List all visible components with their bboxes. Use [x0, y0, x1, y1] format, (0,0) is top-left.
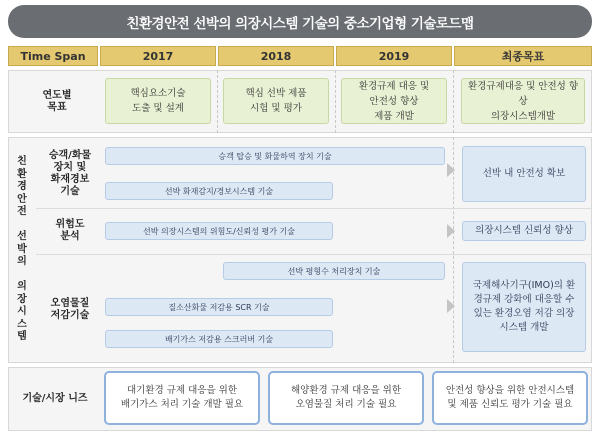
goal-2019: 환경규제 대응 및 안전성 향상 제품 개발: [341, 78, 447, 124]
need-safety: 안전성 향상을 위한 안전시스템 및 제품 신뢰도 평가 기술 필요: [432, 371, 588, 425]
pollution-final-goal: 국제해사기구(IMO)의 환 경규제 강화에 대응할 수 있는 환경오염 저감 의장 시스템 개발: [462, 262, 586, 352]
loading-bar: 승객 탑승 및 화물하역 장치 기술: [105, 147, 445, 165]
arrow-right-icon: [447, 299, 455, 313]
need-exhaust-gas: 대기환경 규제 대응을 위한 배기가스 처리 기술 개발 필요: [104, 371, 260, 425]
row-divider: [36, 254, 592, 255]
scrubber-bar: 배기가스 저감용 스크러버 기술: [105, 330, 333, 348]
goal-2018: 핵심 선박 제품 시험 및 평가: [223, 78, 329, 124]
page-title: 친환경안전 선박의 의장시스템 기술의 중소기업형 기술로드맵: [8, 5, 592, 38]
risk-bar: 선박 의장시스템의 위험도/신뢰성 평가 기술: [105, 222, 333, 240]
header-2017: 2017: [100, 46, 216, 66]
pollution-label: 오염물질 저감기술: [50, 298, 90, 321]
arrow-right-icon: [447, 224, 455, 238]
fire-alarm-bar: 선박 화재감지/경보시스템 기술: [105, 182, 333, 200]
header-time-span: Time Span: [8, 46, 98, 66]
column-divider: [335, 70, 336, 133]
column-divider: [217, 70, 218, 133]
risk-label: 위험도 분석: [55, 219, 85, 242]
loading-fire-label: 승객/화물 장치 및 화재경보 기술: [48, 150, 92, 197]
needs-label: 기술/시장 니즈: [22, 393, 88, 404]
scr-bar: 질소산화물 저감용 SCR 기술: [105, 298, 333, 316]
arrow-right-icon: [447, 163, 455, 177]
goal-final: 환경규제대응 및 안전성 향상 의장시스템개발: [461, 78, 585, 124]
header-2018: 2018: [218, 46, 334, 66]
system-side-label: 친 환 경 안 전 선 박 의 의 장 시 스 템: [17, 156, 27, 343]
header-2019: 2019: [336, 46, 452, 66]
loading-final-goal: 선박 내 안전성 확보: [462, 146, 586, 202]
goals-label: 연도별 목표: [42, 90, 72, 113]
header-final-goal: 최종목표: [454, 46, 592, 66]
ballast-water-bar: 선박 평형수 처리장치 기술: [223, 262, 445, 280]
row-divider: [36, 208, 592, 209]
column-divider: [453, 70, 454, 133]
goal-2017: 핵심요소기술 도출 및 설계: [105, 78, 211, 124]
risk-final-goal: 의장시스템 신뢰성 향상: [462, 221, 586, 241]
need-pollutant: 해양환경 규제 대응을 위한 오염물질 처리 기술 필요: [268, 371, 424, 425]
